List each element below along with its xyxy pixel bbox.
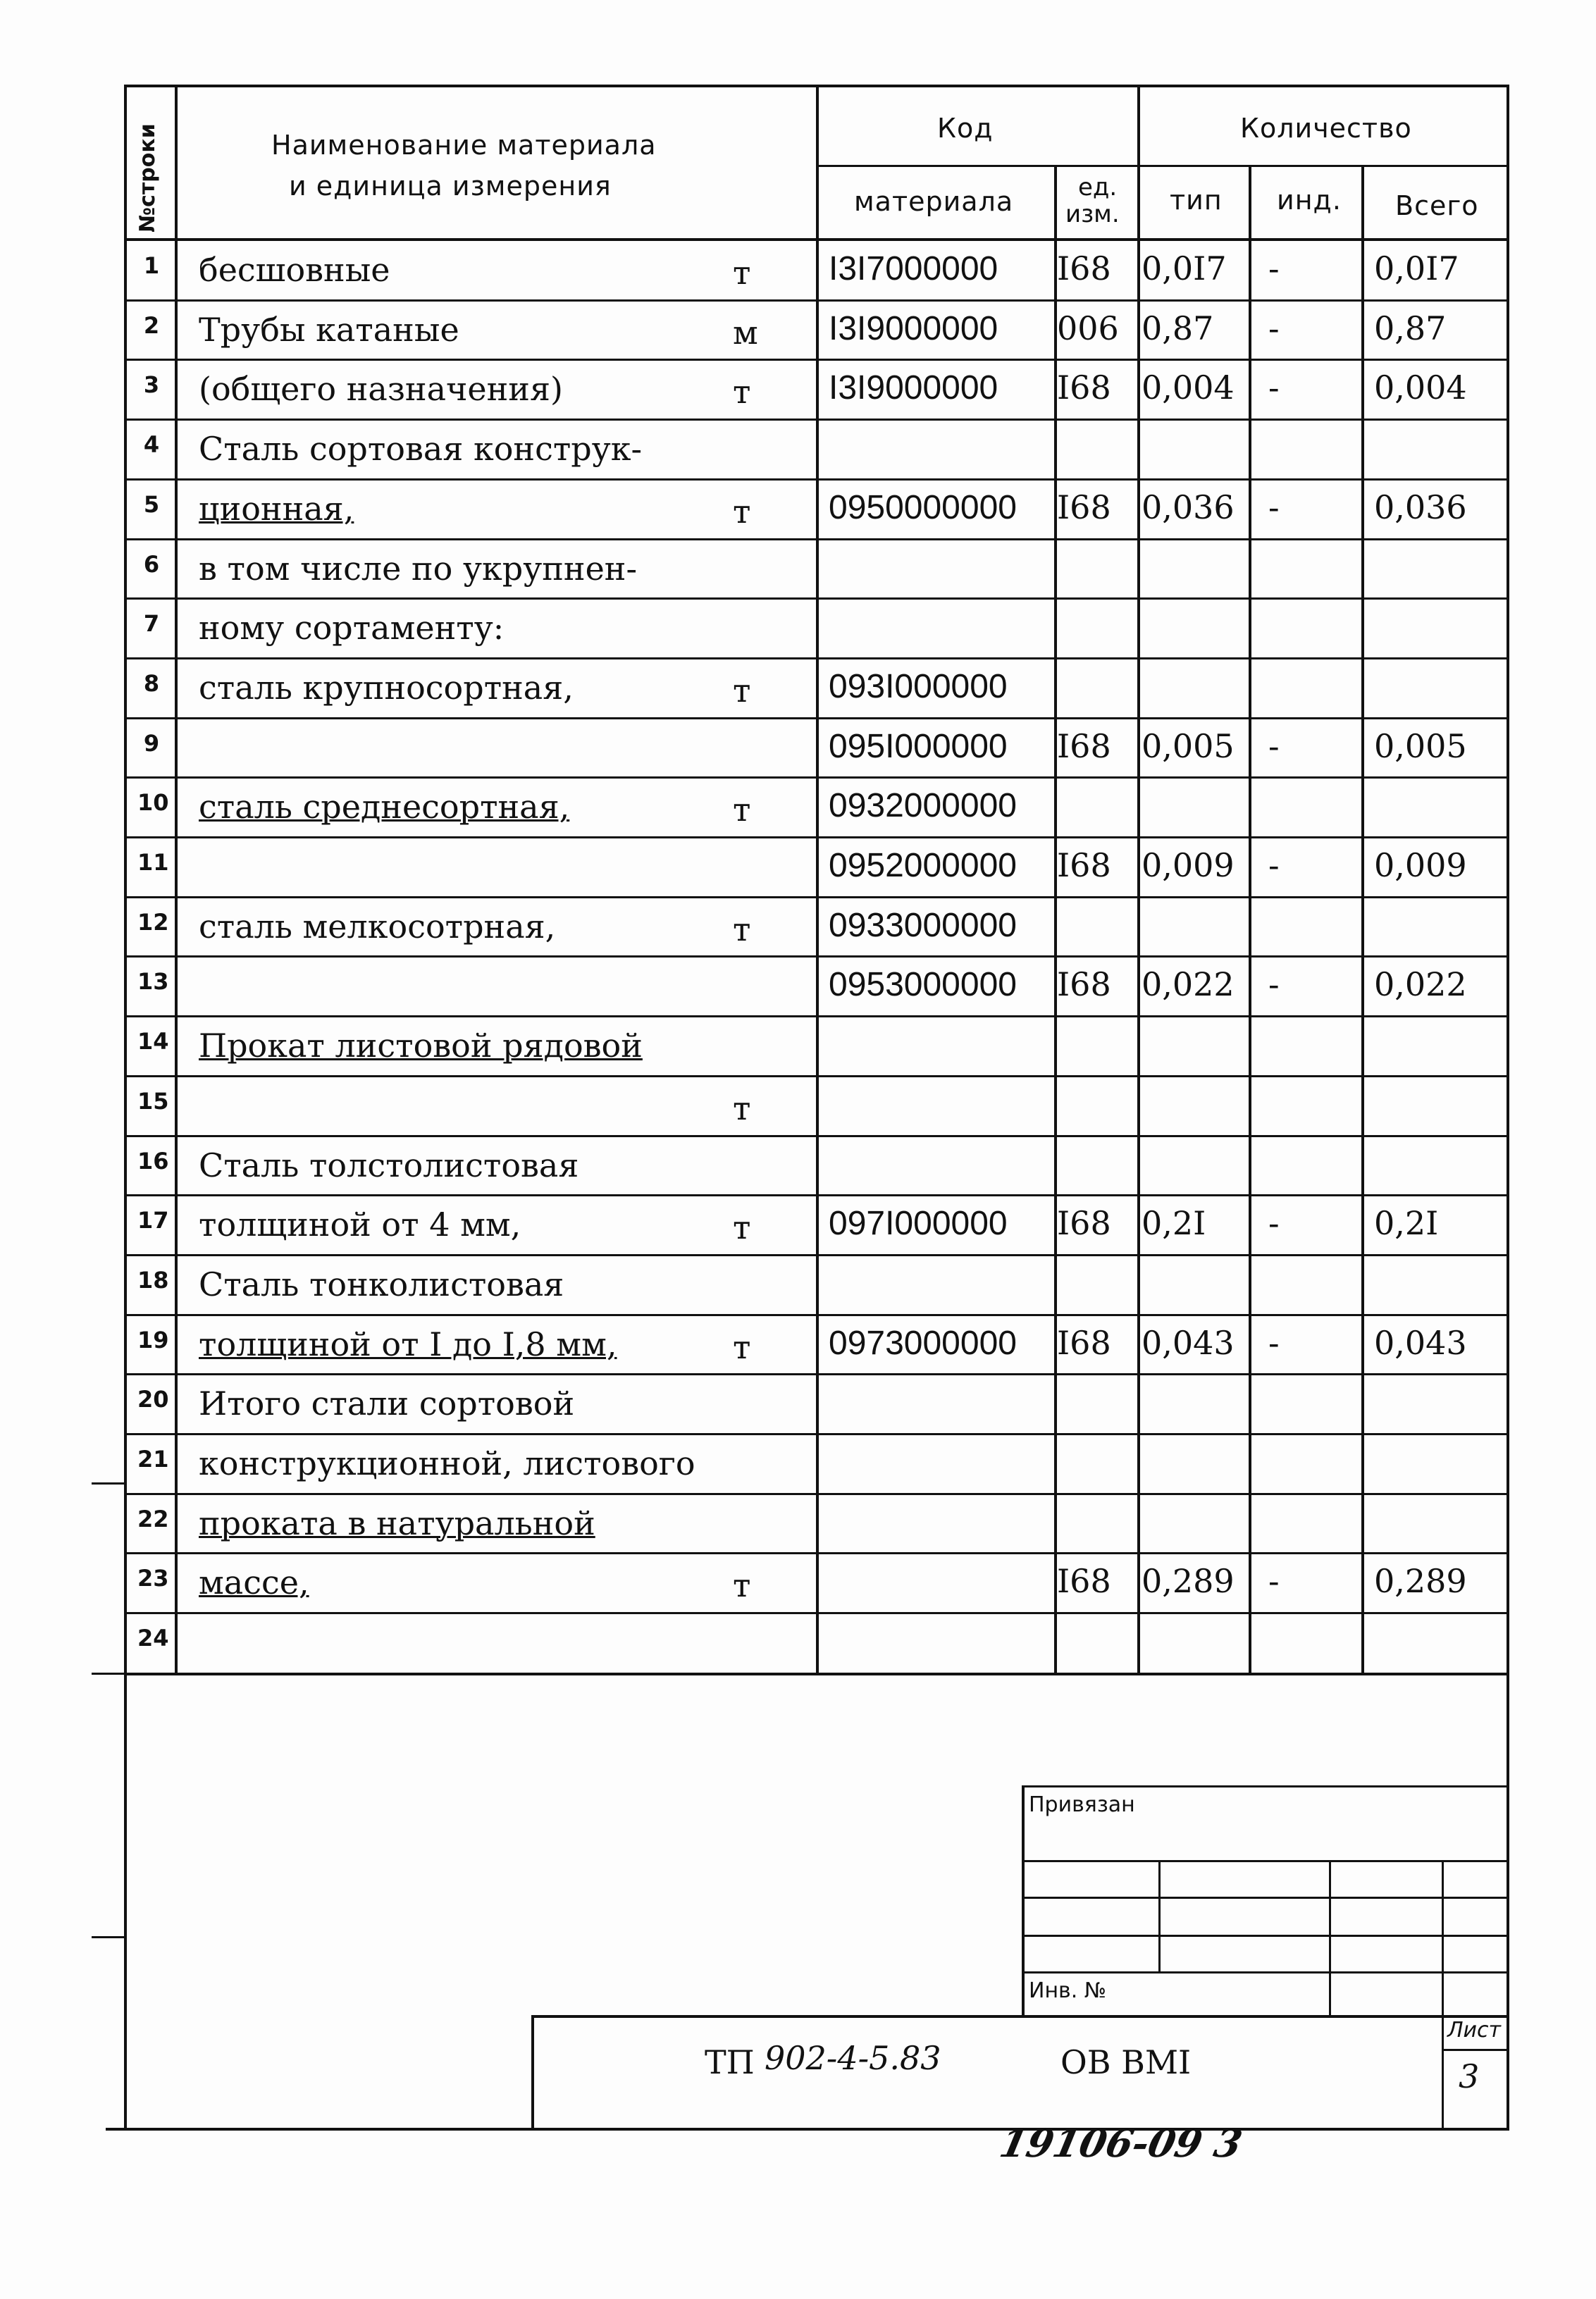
qty-total: 0,2I — [1374, 1204, 1439, 1243]
material-code: 0932000000 — [829, 787, 1017, 825]
material-code: 095I000000 — [829, 727, 1008, 765]
material-name: (общего назначения) — [199, 370, 563, 409]
qty-ind: - — [1268, 368, 1280, 407]
material-name: ционная, — [199, 489, 354, 528]
row-number: 6 — [143, 550, 160, 578]
row-line — [124, 597, 1509, 600]
sheet-cell-divider — [1442, 2049, 1509, 2051]
qty-total: 0,022 — [1374, 965, 1467, 1004]
frame-bottom — [106, 2128, 1509, 2131]
stamp-grid-line2 — [1022, 1897, 1509, 1899]
material-name: бесшовные — [199, 251, 390, 289]
row-number: 4 — [143, 431, 160, 459]
unit-code: I68 — [1057, 1562, 1111, 1601]
stamp-grid-line1 — [1022, 1860, 1509, 1862]
row-line — [124, 1135, 1509, 1137]
qty-ind: - — [1268, 1323, 1280, 1362]
material-code: I3I9000000 — [829, 309, 998, 347]
qty-typ: 0,043 — [1142, 1323, 1235, 1362]
row-line — [124, 1433, 1509, 1435]
header-typ: тип — [1170, 185, 1223, 216]
qty-total: 0,289 — [1374, 1562, 1467, 1601]
material-unit-letter: т — [733, 1566, 751, 1605]
header-row-number: №строки — [135, 123, 160, 233]
qty-ind: - — [1268, 1204, 1280, 1243]
unit-code: I68 — [1057, 965, 1111, 1004]
qty-ind: - — [1268, 1562, 1280, 1601]
material-name: ному сортаменту: — [199, 609, 505, 647]
material-name: сталь мелкосотрная, — [199, 907, 556, 946]
row-line — [124, 1373, 1509, 1375]
qty-total: 0,009 — [1374, 846, 1467, 884]
row-number: 24 — [137, 1625, 169, 1652]
qty-typ: 0,004 — [1142, 368, 1235, 407]
qty-total: 0,0I7 — [1374, 249, 1459, 287]
qty-ind: - — [1268, 488, 1280, 526]
qty-ind: - — [1268, 726, 1280, 765]
row-number: 19 — [137, 1326, 169, 1353]
material-name: толщиной от I до I,8 мм, — [199, 1325, 617, 1363]
header-ind: инд. — [1277, 185, 1342, 216]
material-name: Сталь толстолистовая — [199, 1146, 579, 1184]
qty-ind: - — [1268, 846, 1280, 884]
qty-total: 0,005 — [1374, 726, 1467, 765]
material-name: Трубы катаные — [199, 310, 459, 349]
archive-number: 19106-09 3 — [996, 2121, 1247, 2166]
row-line — [124, 955, 1509, 958]
stamp-bound-label: Привязан — [1029, 1792, 1135, 1817]
col-sep-ind — [1361, 166, 1364, 1674]
material-name: толщиной от 4 мм, — [199, 1206, 521, 1244]
row-number: 11 — [137, 849, 169, 876]
row-number: 13 — [137, 968, 169, 996]
qty-ind: - — [1268, 249, 1280, 287]
col-sep-name — [816, 85, 819, 1674]
qty-typ: 0,87 — [1142, 309, 1214, 347]
material-name: Сталь тонколистовая — [199, 1265, 564, 1303]
header-unit-line1: ед. — [1078, 173, 1118, 202]
material-unit-letter: т — [733, 254, 751, 292]
row-line — [124, 359, 1509, 361]
material-unit-letter: т — [733, 791, 751, 829]
material-name: в том числе по укрупнен- — [199, 549, 638, 588]
qty-typ: 0,289 — [1142, 1562, 1235, 1601]
margin-tick-1 — [92, 1482, 124, 1485]
margin-tick-3 — [92, 1936, 124, 1938]
row-line — [124, 1015, 1509, 1017]
row-number: 17 — [137, 1207, 169, 1234]
row-line — [124, 1254, 1509, 1256]
material-name: сталь крупносортная, — [199, 668, 574, 707]
doc-code-prefix: ТП — [705, 2043, 755, 2081]
qty-ind: - — [1268, 309, 1280, 347]
material-code: I3I9000000 — [829, 369, 998, 407]
unit-code: I68 — [1057, 488, 1111, 526]
material-name: Сталь сортовая конструк- — [199, 430, 643, 469]
qty-ind: - — [1268, 965, 1280, 1004]
stamp-grid-line3 — [1022, 1935, 1509, 1937]
row-line — [124, 1552, 1509, 1554]
material-code: 0953000000 — [829, 966, 1017, 1004]
row-line — [124, 1612, 1509, 1614]
stamp-grid-col3 — [1442, 1860, 1444, 2018]
qty-typ: 0,022 — [1142, 965, 1235, 1004]
stamp-box-top — [1022, 1785, 1509, 1787]
qty-typ: 0,009 — [1142, 846, 1235, 884]
row-number: 7 — [143, 610, 160, 638]
qty-total: 0,043 — [1374, 1323, 1467, 1362]
stamp-grid-col1 — [1158, 1860, 1161, 1971]
qty-typ: 0,036 — [1142, 488, 1235, 526]
material-code: 0973000000 — [829, 1324, 1017, 1362]
header-mid-line — [816, 165, 1509, 167]
material-name: Итого стали сортовой — [199, 1384, 575, 1423]
row-number: 2 — [143, 311, 160, 339]
qty-typ: 0,0I7 — [1142, 249, 1227, 287]
qty-typ: 0,2I — [1142, 1204, 1206, 1243]
table-bottom-line — [124, 1673, 1509, 1675]
doc-code-handwritten: 902-4-5.83 — [765, 2039, 941, 2077]
row-number: 16 — [137, 1147, 169, 1175]
header-unit-line2: изм. — [1065, 200, 1120, 228]
row-number: 21 — [137, 1446, 169, 1473]
stamp-grid-line4 — [1022, 1971, 1509, 1973]
material-code: I3I7000000 — [829, 250, 998, 287]
row-line — [124, 896, 1509, 898]
unit-code: I68 — [1057, 368, 1111, 407]
title-block-top — [531, 2015, 1509, 2018]
material-code: 093I000000 — [829, 667, 1008, 705]
unit-code: I68 — [1057, 249, 1111, 287]
unit-code: I68 — [1057, 1323, 1111, 1362]
material-code: 097I000000 — [829, 1205, 1008, 1243]
col-sep-unit — [1137, 85, 1140, 1674]
header-quantity: Количество — [1240, 113, 1412, 144]
material-unit-letter: т — [733, 1327, 751, 1366]
material-unit-letter: м — [733, 313, 758, 352]
row-number: 15 — [137, 1087, 169, 1115]
stamp-inv-label: Инв. № — [1029, 1978, 1107, 2003]
header-name-line2: и единица измерения — [289, 171, 612, 202]
header-bottom-line — [124, 238, 1509, 241]
row-line — [124, 419, 1509, 421]
sheet-label: Лист — [1447, 2018, 1502, 2043]
row-number: 8 — [143, 669, 160, 697]
stamp-box-left — [1022, 1785, 1025, 2018]
row-line — [124, 1493, 1509, 1495]
sheet-number: 3 — [1459, 2057, 1480, 2095]
unit-code: I68 — [1057, 846, 1111, 884]
header-code: Код — [937, 113, 994, 144]
material-code: 0950000000 — [829, 488, 1017, 526]
header-material: материала — [854, 186, 1014, 217]
material-code: 0952000000 — [829, 847, 1017, 884]
material-code: 0933000000 — [829, 906, 1017, 944]
material-name: конструкционной, листового — [199, 1444, 695, 1482]
frame-top — [124, 85, 1509, 87]
row-line — [124, 1075, 1509, 1077]
material-unit-letter: т — [733, 671, 751, 709]
row-line — [124, 717, 1509, 719]
col-sep-rownum — [175, 85, 178, 1674]
material-unit-letter: т — [733, 910, 751, 948]
qty-total: 0,004 — [1374, 368, 1467, 407]
material-unit-letter: т — [733, 373, 751, 411]
material-name: проката в натуральной — [199, 1504, 595, 1542]
row-number: 10 — [137, 789, 169, 817]
frame-left — [124, 85, 127, 2131]
row-number: 9 — [143, 729, 160, 757]
header-total: Всего — [1395, 190, 1479, 221]
row-line — [124, 478, 1509, 481]
material-name: массе, — [199, 1563, 309, 1602]
qty-total: 0,87 — [1374, 309, 1447, 347]
row-number: 22 — [137, 1505, 169, 1532]
row-line — [124, 657, 1509, 659]
row-number: 18 — [137, 1266, 169, 1294]
row-number: 5 — [143, 490, 160, 518]
material-unit-letter: т — [733, 492, 751, 531]
row-line — [124, 1314, 1509, 1316]
row-line — [124, 538, 1509, 540]
row-line — [124, 836, 1509, 838]
unit-code: 006 — [1057, 309, 1119, 347]
frame-right — [1507, 85, 1509, 2131]
margin-tick-2 — [92, 1673, 124, 1675]
row-line — [124, 1194, 1509, 1196]
row-line — [124, 776, 1509, 779]
header-name-line1: Наименование материала — [271, 130, 657, 161]
material-name: Прокат листовой рядовой — [199, 1027, 643, 1065]
qty-typ: 0,005 — [1142, 726, 1235, 765]
row-number: 1 — [143, 252, 160, 279]
material-unit-letter: т — [733, 1089, 751, 1127]
col-sep-typ — [1249, 166, 1251, 1674]
doc-mark: ОВ ВМI — [1060, 2043, 1192, 2081]
material-name: сталь среднесортная, — [199, 788, 570, 826]
unit-code: I68 — [1057, 726, 1111, 765]
row-number: 14 — [137, 1028, 169, 1055]
sheet-cell-left — [1442, 2015, 1444, 2131]
title-block-left — [531, 2015, 534, 2131]
stamp-grid-col2 — [1329, 1860, 1331, 2018]
row-number: 20 — [137, 1386, 169, 1413]
qty-total: 0,036 — [1374, 488, 1467, 526]
material-unit-letter: т — [733, 1208, 751, 1247]
row-number: 23 — [137, 1565, 169, 1592]
row-number: 12 — [137, 908, 169, 936]
unit-code: I68 — [1057, 1204, 1111, 1243]
row-number: 3 — [143, 371, 160, 399]
row-line — [124, 299, 1509, 302]
